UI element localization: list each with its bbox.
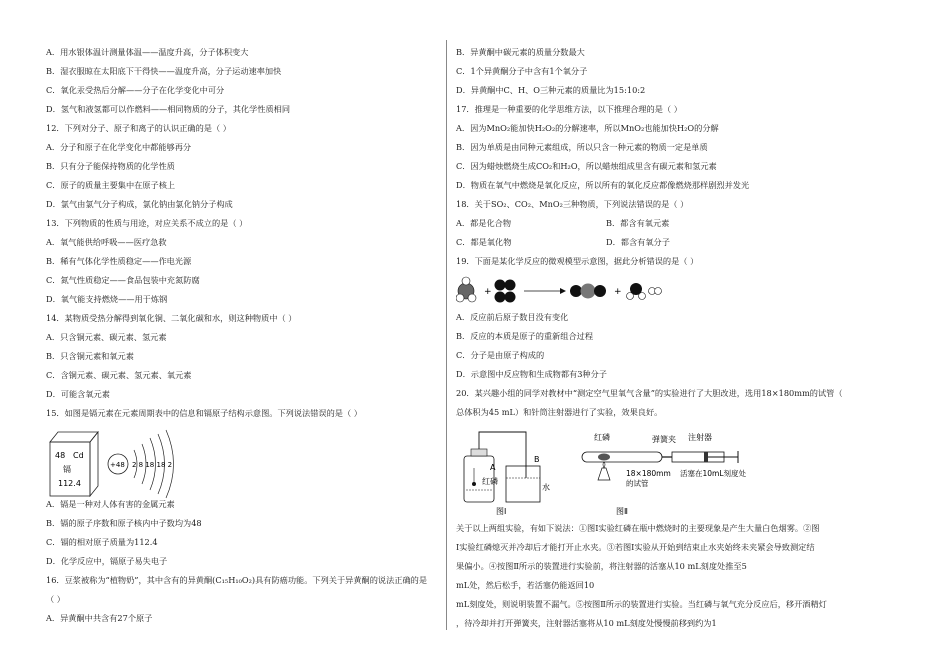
text-line: D．物质在氧气中燃烧是氧化反应，所以所有的氧化反应都像燃烧那样剧烈并发光 xyxy=(456,180,750,190)
question-13: 13．下列物质的性质与用途，对应关系不成立的是（ ） xyxy=(46,218,248,228)
cd-number: 48 xyxy=(55,451,66,460)
text-line: B．反应的本质是原子的重新组合过程 xyxy=(456,331,594,341)
text-line: B．只含铜元素和氧元素 xyxy=(46,351,134,361)
question-17: 17．推理是一种重要的化学思维方法，以下推理合理的是（ ） xyxy=(456,104,682,114)
option: A．都是化合物 xyxy=(456,218,512,228)
text-line: A．只含铜元素、碳元素、氢元素 xyxy=(46,332,167,342)
text-line: A．因为MnO₂能加快H₂O₂的分解速率，所以MnO₂也能加快H₂O的分解 xyxy=(456,123,719,133)
text-line: D．氢气和液氢都可以作燃料——相同物质的分子，其化学性质相同 xyxy=(46,104,291,114)
text-line: 果偏小。④按图Ⅱ所示的装置进行实验前，将注射器的活塞从10 mL刻度处推至5 xyxy=(456,561,747,571)
red-phosphorus-label: 红磷 xyxy=(482,477,498,486)
experiment-figure xyxy=(456,422,756,518)
text-line: mL处，然后松手，若活塞仍能返回10 xyxy=(456,580,595,590)
spring-clip-label: 弹簧夹 xyxy=(652,435,676,444)
text-line: C．含铜元素、碳元素、氢元素、氧元素 xyxy=(46,370,192,380)
text-line: Ⅰ实验红磷熄灭并冷却后才能打开止水夹。③若图Ⅰ实验从开始到结束止水夹始终未夹紧会导致测定结 xyxy=(456,542,815,552)
reaction-model-figure xyxy=(456,274,686,308)
text-line: B．异黄酮中碳元素的质量分数最大 xyxy=(456,47,585,57)
plus-sign: + xyxy=(484,287,492,297)
text-line: B．镉的原子序数和原子核内中子数均为48 xyxy=(46,518,202,528)
question-20: 20．某兴趣小组的同学对教材中“测定空气里氧气含量”的实验进行了大胆改进，选用18×180mm的试管（ xyxy=(456,388,843,398)
text-line: A．分子和原子在化学变化中都能够再分 xyxy=(46,142,192,152)
cd-shells: 2 8 18 18 2 xyxy=(132,461,173,469)
question-18: 18．关于SO₂、CO₂、MnO₂三种物质，下列说法错误的是（ ） xyxy=(456,199,689,209)
text-line: 关于以上两组实验，有如下说法：①图Ⅰ实验红磷在瓶中燃烧时的主要现象是产生大量白色烟雾。②图 xyxy=(456,523,820,533)
text-line: C．1个异黄酮分子中含有1个氧分子 xyxy=(456,66,588,76)
water-label: 水 xyxy=(542,483,550,492)
text-line: C．原子的质量主要集中在原子核上 xyxy=(46,180,176,190)
question-15: 15．如图是镉元素在元素周期表中的信息和镉原子结构示意图。下列说法错误的是（ ） xyxy=(46,408,362,418)
figure-2-caption: 图Ⅱ xyxy=(616,507,628,516)
text-line: （ ） xyxy=(46,594,65,604)
text-line: mL刻度处，则说明装置不漏气。⑤按图Ⅱ所示的装置进行实验。当红磷与氧气充分反应后，移开酒精灯 xyxy=(456,599,827,609)
text-line: C．因为蜡烛燃烧生成CO₂和H₂O，所以蜡烛组成里含有碳元素和氢元素 xyxy=(456,161,717,171)
text-line: B．只有分子能保持物质的化学性质 xyxy=(46,161,175,171)
label-b: B xyxy=(534,455,540,464)
text-line: ，待冷却并打开弹簧夹，注射器活塞将从10 mL刻度处慢慢前移到约为1 xyxy=(456,618,717,628)
tube-size-label: 18×180mm xyxy=(626,469,671,478)
plunger-label: 活塞在10mL刻度处 xyxy=(680,469,747,478)
text-line: C．镉的相对原子质量为112.4 xyxy=(46,537,158,547)
text-line: C．分子是由原子构成的 xyxy=(456,350,545,360)
option: D．都含有氧分子 xyxy=(606,237,670,247)
text-line: D．异黄酮中C、H、O三种元素的质量比为15:10:2 xyxy=(456,85,646,95)
column-divider xyxy=(446,40,447,630)
text-line: B．湿衣服晾在太阳底下干得快——温度升高，分子运动速率加快 xyxy=(46,66,282,76)
text-line: D．示意图中反应物和生成物都有3种分子 xyxy=(456,369,607,379)
cd-mass: 112.4 xyxy=(58,479,81,488)
text-line: A．异黄酮中共含有27个原子 xyxy=(46,613,153,623)
text-line: B．稀有气体化学性质稳定——作电光源 xyxy=(46,256,192,266)
cadmium-figure xyxy=(46,420,206,500)
question-14: 14．某物质受热分解得到氧化铜、二氧化碳和水，则这种物质中（ ） xyxy=(46,313,297,323)
cd-nucleus: +48 xyxy=(110,461,125,469)
plus-sign: + xyxy=(614,287,622,297)
text-line: 总体积为45 mL）和针筒注射器进行了实验，效果良好。 xyxy=(456,407,663,417)
cd-name: 镉 xyxy=(63,465,71,474)
red-phosphorus-label-2: 红磷 xyxy=(594,433,610,442)
text-line: D．可能含氧元素 xyxy=(46,389,110,399)
text-line: A．氧气能供给呼吸——医疗急救 xyxy=(46,237,167,247)
question-19: 19．下面是某化学反应的微观模型示意图，据此分析错误的是（ ） xyxy=(456,256,699,266)
question-16: 16．豆浆被称为“植物奶”，其中含有的异黄酮(C₁₅H₁₀O₂)具有防癌功能。下列关于异黄酮的说法正确的是 xyxy=(46,575,428,585)
text-line: B．因为单质是由同种元素组成，所以只含一种元素的物质一定是单质 xyxy=(456,142,708,152)
text-line: D．氧气能支持燃烧——用于炼钢 xyxy=(46,294,168,304)
question-12: 12．下列对分子、原子和离子的认识正确的是（ ） xyxy=(46,123,231,133)
text-line: D．氯气由氯气分子构成，氯化钠由氯化钠分子构成 xyxy=(46,199,233,209)
text-line: D．化学反应中，镉原子易失电子 xyxy=(46,556,168,566)
text-line: A．镉是一种对人体有害的金属元素 xyxy=(46,499,175,509)
label-a: A xyxy=(490,463,496,472)
text-line: A．反应前后原子数目没有变化 xyxy=(456,312,569,322)
figure-1-caption: 图Ⅰ xyxy=(496,507,507,516)
text-line: C．氮气性质稳定——食品包装中充氮防腐 xyxy=(46,275,200,285)
option: C．都是氧化物 xyxy=(456,237,512,247)
syringe-label: 注射器 xyxy=(688,433,712,442)
option: B．都含有氧元素 xyxy=(606,218,670,228)
text-line: A．用水银体温计测量体温——温度升高，分子体积变大 xyxy=(46,47,249,57)
cd-symbol: Cd xyxy=(73,451,84,460)
text-line: C．氧化汞受热后分解——分子在化学变化中可分 xyxy=(46,85,225,95)
tube-label: 的试管 xyxy=(626,479,649,488)
